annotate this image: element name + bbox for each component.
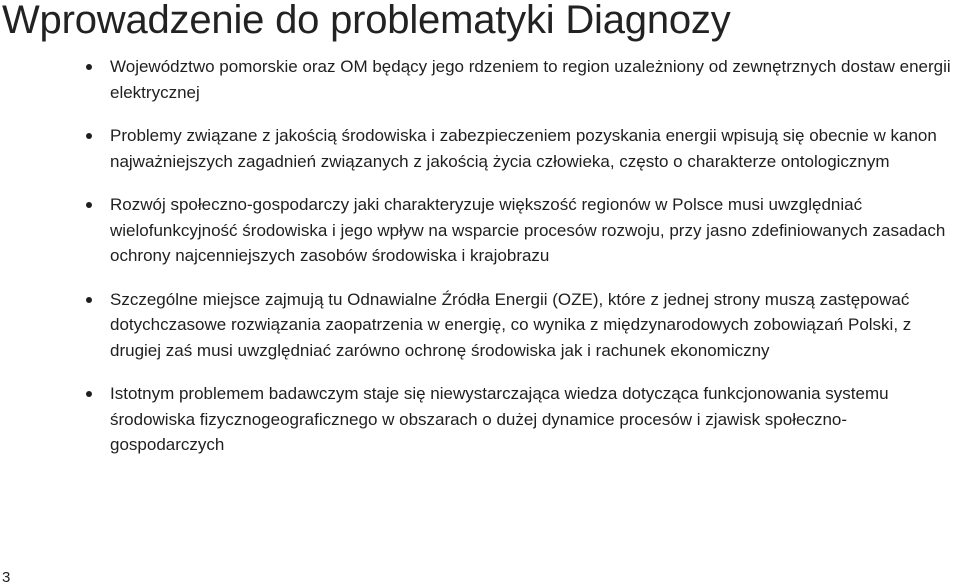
bullet-dot-icon (86, 64, 92, 70)
bullet-text: Problemy związane z jakością środowiska i zabezpieczeniem pozyskania energii wpisują się obecnie w kanon najważniejszych zagadnień związanych z jakością życia człowieka, często o charakterze ontologicznym (110, 126, 937, 171)
bullet-text: Rozwój społeczno-gospodarczy jaki charakteryzuje większość regionów w Polsce musi uwzględniać wielofunkcyjność środowiska i jego wpływ na wsparcie procesów rozwoju, przy jasno zdefiniowanych zasadach ochrony najcenniejszych zasobów środowiska i krajobrazu (110, 195, 946, 265)
bullet-dot-icon (86, 391, 92, 397)
bullet-item (84, 54, 956, 105)
bullet-dot-icon (86, 297, 92, 303)
bullet-dot-icon (86, 202, 92, 208)
bullet-text: Województwo pomorskie oraz OM będący jego rdzeniem to region uzależniony od zewnętrznych dostaw energii elektrycznej (110, 57, 951, 102)
bullet-item (84, 287, 956, 364)
bullet-dot-icon (86, 133, 92, 139)
bullet-list (84, 54, 956, 458)
page-number: 3 (2, 569, 11, 586)
slide-title: Wprowadzenie do problematyki Diagnozy (2, 0, 731, 42)
bullet-text: Szczególne miejsce zajmują tu Odnawialne Źródła Energii (OZE), które z jednej strony muszą zastępować dotychczasowe rozwiązania zaopatrzenia w energię, co wynika z międzynarodowych zobowiązań Polski, z drugiej zaś musi uwzględniać zarówno ochronę środowiska jak i rachunek ekonomiczny (110, 289, 912, 360)
bullet-item (84, 123, 956, 174)
bullet-text: Istotnym problemem badawczym staje się niewystarczająca wiedza dotycząca funkcjonowania systemu środowiska fizycznogeograficznego w obszarach o dużej dynamice procesów i zjawisk społeczno-gospodarczych (110, 384, 889, 454)
bullet-item (84, 192, 956, 269)
bullet-item (84, 381, 956, 458)
